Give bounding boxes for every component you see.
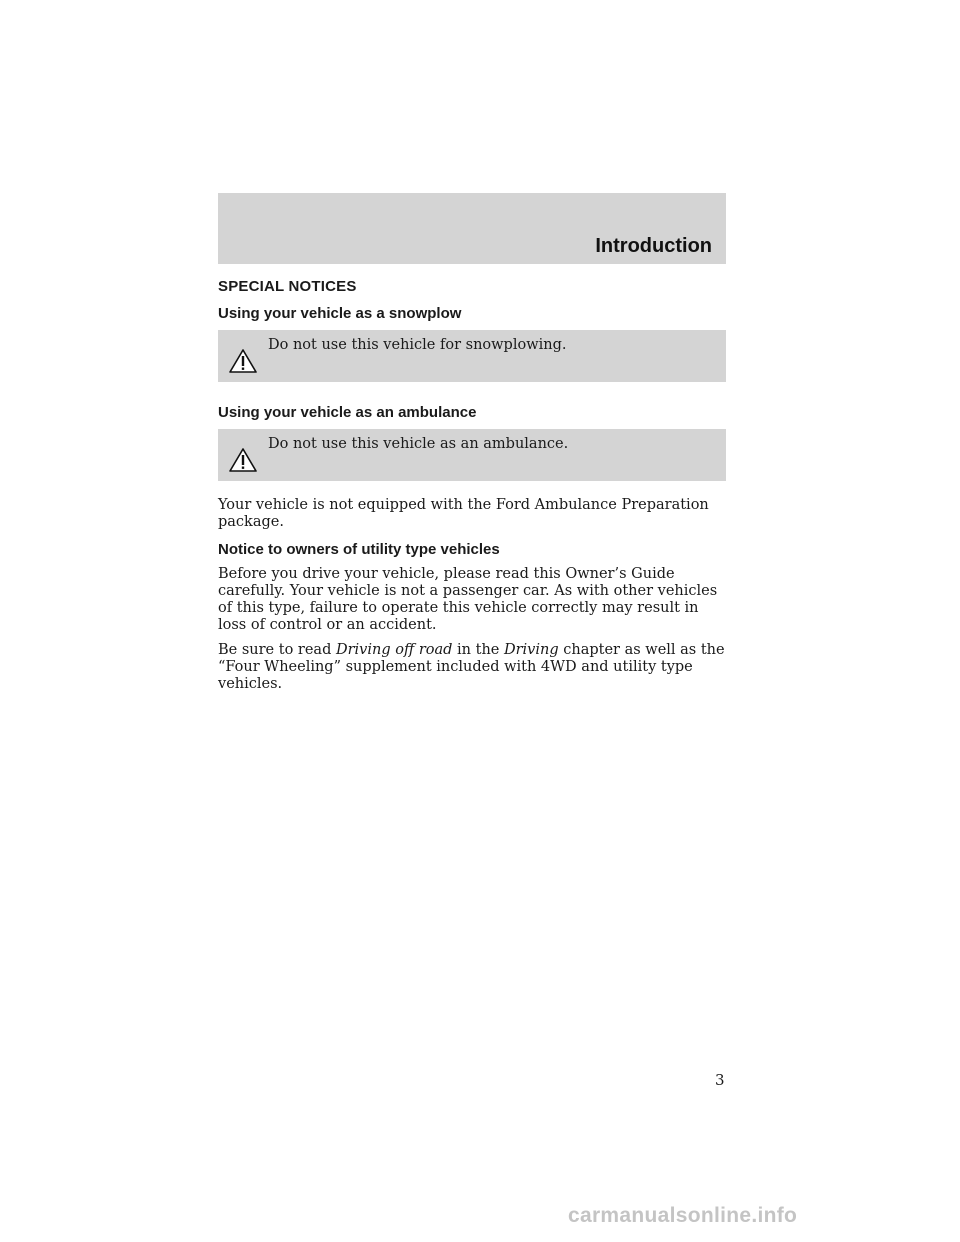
warning-triangle-icon (228, 447, 258, 473)
snowplow-subheading: Using your vehicle as a snowplow (218, 305, 462, 322)
section-title: Introduction (595, 235, 712, 257)
warning-triangle-icon (228, 348, 258, 374)
ref-chapter: Driving (503, 642, 559, 658)
ambulance-subheading: Using your vehicle as an ambulance (218, 404, 477, 421)
utility-body: Before you drive your vehicle, please read this Owner’s Guide carefully. Your vehicle is not a passenger car. As with other vehicles of this type, failure to operate this vehicle correctly may result in loss of control or an accident. (218, 566, 718, 633)
ref-prefix: Be sure to read (218, 642, 336, 658)
ref-topic: Driving off road (335, 642, 453, 658)
ambulance-warning-box (218, 429, 726, 481)
ref-suffix: chapter as well as the “Four Wheeling” supplement included with 4WD and utility type vehicles. (218, 642, 725, 692)
watermark: carmanualsonline.info (568, 1204, 798, 1227)
ambulance-body: Your vehicle is not equipped with the Ford Ambulance Preparation package. (218, 497, 709, 530)
snowplow-warning-box (218, 330, 726, 382)
section-header (218, 193, 726, 264)
page-heading: SPECIAL NOTICES (218, 278, 357, 295)
utility-subheading: Notice to owners of utility type vehicles (218, 541, 500, 558)
utility-reference (218, 642, 726, 693)
snowplow-warning-text: Do not use this vehicle for snowplowing. (268, 337, 567, 353)
page-content (218, 278, 726, 701)
page-number: 3 (715, 1071, 725, 1089)
ref-mid: in the (452, 642, 504, 658)
ambulance-warning-text: Do not use this vehicle as an ambulance. (268, 436, 569, 452)
